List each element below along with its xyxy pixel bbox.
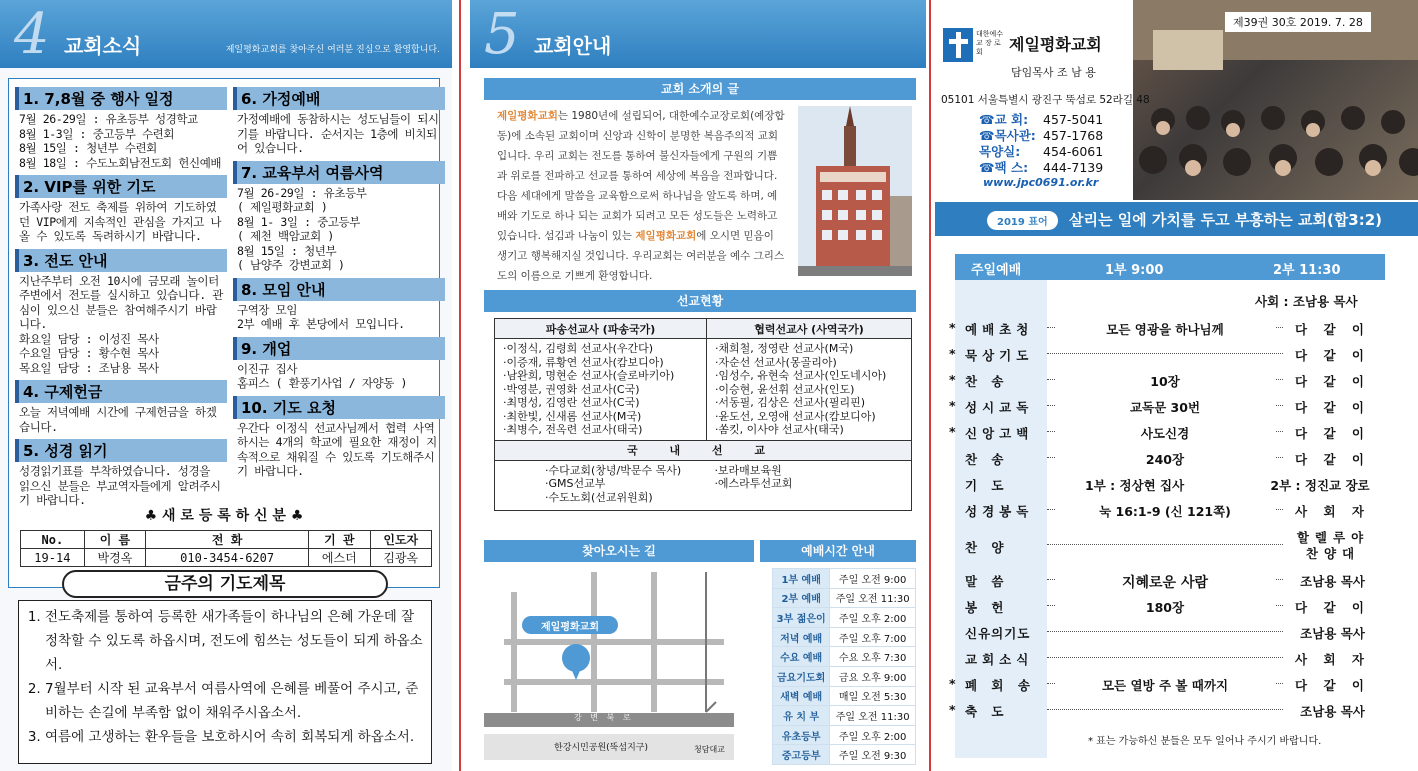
page-title: 교회안내 <box>534 34 612 58</box>
table-row <box>773 666 916 686</box>
service-name: 중고등부 <box>773 745 830 765</box>
order-item: 묵상기도 <box>965 348 1034 363</box>
stand-mark: * <box>949 320 956 335</box>
order-leader: 다 같 이 <box>1295 426 1370 441</box>
cross-logo-icon <box>943 28 973 62</box>
section-title: 6. 가정예배 <box>233 87 445 110</box>
order-item: 봉 헌 <box>965 600 1009 615</box>
order-row <box>949 420 1385 446</box>
domestic-list: ·보라매보육원 ·에스라투선교회 <box>706 460 911 510</box>
order-leader: 다 같 이 <box>1295 348 1370 363</box>
service-time: 주일 오전 11:30 <box>830 706 916 726</box>
service-name: 3부 젊은이 <box>773 608 830 628</box>
contact-row <box>979 128 1103 144</box>
order-leader: 다 같 이 <box>1295 678 1370 693</box>
order-item: 예배초청 <box>965 322 1034 337</box>
order-row <box>955 594 1385 620</box>
section-body: 가족사랑 전도 축제를 위하여 기도하였던 VIP에게 지속적인 관심을 가지고 나올 수 있도록 독려하시기 바랍니다. <box>19 200 222 243</box>
order-leader: 다 같 이 <box>1295 600 1370 615</box>
section-body: 이진규 집사 홈피스 ( 환풍기사업 / 자양동 ) <box>237 361 407 390</box>
worship-time-2: 2부 11:30 <box>1273 263 1341 278</box>
worship-time-1: 1부 9:00 <box>1105 263 1164 278</box>
order-leader: 조남용 목사 <box>1300 574 1365 589</box>
denomination-label: 대한예수교 장 로 회 <box>976 30 1004 56</box>
leader-dots <box>1047 544 1283 545</box>
stand-mark: * <box>949 424 956 439</box>
table-row <box>773 569 916 589</box>
issue-number: 제39권 30호 2019. 7. 28 <box>1225 12 1371 32</box>
stand-mark: * <box>949 372 956 387</box>
table-row <box>773 588 916 608</box>
table-header: 이 름 <box>84 531 145 549</box>
motto-banner <box>935 202 1418 236</box>
order-row <box>955 620 1385 646</box>
section-title: 7. 교육부서 여름사역 <box>233 161 445 184</box>
worship-header <box>955 254 1385 280</box>
service-time: 수요 오후 7:30 <box>830 647 916 667</box>
table-row <box>21 549 432 567</box>
page-subtitle: 제일평화교회를 찾아주신 여러분 진심으로 환영합니다. <box>225 45 440 55</box>
service-time: 매일 오전 5:30 <box>830 686 916 706</box>
section-title: 3. 전도 안내 <box>15 249 227 272</box>
table-row <box>773 706 916 726</box>
order-item: 교회소식 <box>965 652 1034 667</box>
section-body: 오늘 저녁예배 시간에 구제헌금을 하겠습니다. <box>19 405 217 434</box>
service-name: 새벽 예배 <box>773 686 830 706</box>
intro-text: 는 1980년에 설립되어, 대한예수교장로회(예장합동)에 소속된 교회이며 신앙과 신학이 분명한 복음주의적 교회입니다. 우리 교회는 전도를 통하여 불신자들에게 구원의 기쁨과 위로를 전파하고 선교를 통하여 세상에 복음을 전파합니다. 다음 세대에게 말씀을 교육함으로써 하나님을 알도록 하며, 예배와 기도로 하나 되는 교회가 되려고 모든 성도들은 노력하고 있습니다. 섬김과 나눔이 있는 <box>497 110 785 242</box>
service-time: 금요 오후 9:00 <box>830 666 916 686</box>
intro-text: 에 오시면 믿음이 생기고 행복해지실 것입니다. 우리교회는 여러분을 예수 그리스도의 이름으로 기쁘게 환영합니다. <box>497 230 785 282</box>
service-time: 주일 오전 9:00 <box>830 569 916 589</box>
service-time: 주일 오후 7:00 <box>830 627 916 647</box>
news-section <box>15 87 227 172</box>
mission-list: ·채희철, 정영란 선교사(M국) ·자순선 선교사(몽골리아) ·임성수, 유현숙 선교사(인도네시아) ·이승현, 윤선휘 선교사(인도) ·서동필, 김상은 선교사(필리핀) ·윤도선, 오영애 선교사(캄보디아) ·쏨킷, 이사야 선교사(태국) <box>706 339 911 441</box>
table-cell: 010-3454-6207 <box>146 549 309 567</box>
prayer-item: 2. 7월부터 시작 된 교육부서 여름사역에 은혜를 베풀어 주시고, 준비하는 손길에 부족함 없이 채워주시옵소서. <box>45 677 423 725</box>
news-right-column <box>233 87 445 484</box>
prayer-item: 1. 전도축제를 통하여 등록한 새가족들이 하나님의 은혜 가운데 잘 정착할 수 있도록 하옵시며, 전도에 힘쓰는 성도들이 되게 하옵소서. <box>45 605 423 677</box>
order-row <box>955 646 1385 672</box>
table-row <box>495 339 912 441</box>
order-detail: 1부 : 정상현 집사 <box>1085 476 1225 494</box>
order-detail: 모든 영광을 하나님께 <box>1055 320 1275 338</box>
prayer-box <box>18 600 432 764</box>
leader-dots <box>1047 709 1283 710</box>
intro-bar: 교회 소개의 글 <box>484 78 916 100</box>
map-park-label: 한강시민공원(뚝섬지구) <box>554 743 648 753</box>
service-name: 금요기도회 <box>773 666 830 686</box>
contact-row <box>979 160 1103 176</box>
mission-table <box>494 318 912 511</box>
contact-list <box>979 112 1103 176</box>
table-row <box>773 647 916 667</box>
order-row <box>955 472 1385 498</box>
section-title: 1. 7,8월 중 행사 일정 <box>15 87 227 110</box>
mission-header: 협력선교사 (사역국가) <box>706 319 911 339</box>
order-detail: 교독문 30번 <box>1055 398 1275 416</box>
section-title: 10. 기도 요청 <box>233 396 445 419</box>
news-section <box>233 278 445 334</box>
map-church-label: 제일평화교회 <box>541 622 599 633</box>
order-item: 찬 송 <box>965 374 1009 389</box>
order-detail: 사도신경 <box>1055 424 1275 442</box>
website-link[interactable]: www.jpc0691.or.kr <box>983 176 1099 189</box>
service-time-table <box>772 568 916 765</box>
map-bar: 찾아오시는 길 <box>484 540 754 562</box>
location-map <box>484 562 754 760</box>
contact-number: 457-1768 <box>1043 128 1104 143</box>
fold-line <box>459 0 461 771</box>
table-header: No. <box>21 531 85 549</box>
table-cell: 박경옥 <box>84 549 145 567</box>
stand-mark: * <box>949 702 956 717</box>
order-leader: 조남용 목사 <box>1300 626 1365 641</box>
page-title: 교회소식 <box>64 34 142 58</box>
order-row <box>949 316 1385 342</box>
news-left-column <box>15 87 227 513</box>
service-name: 유초등부 <box>773 725 830 745</box>
section-body: 7월 26-29일 : 유초등부 ( 제일평화교회 ) 8월 1- 3일 : 중고등부 ( 제천 백암교회 ) 8월 15일 : 청년부 ( 남양주 강변교회 ) <box>237 185 367 272</box>
news-section <box>15 439 227 510</box>
order-row <box>949 368 1385 394</box>
order-detail: 180장 <box>1055 598 1275 616</box>
order-leader: 다 같 이 <box>1295 322 1370 337</box>
new-members-title: ♣ 새 로 등 록 하 신 분 ♣ <box>144 508 304 524</box>
page-5-header <box>470 0 926 68</box>
church-logo <box>943 28 1133 64</box>
order-row <box>949 672 1385 698</box>
page-number: 5 <box>484 2 520 67</box>
table-cell: 19-14 <box>21 549 85 567</box>
order-item: 기 도 <box>965 478 1009 493</box>
order-row <box>955 446 1385 472</box>
order-item: 말 씀 <box>965 574 1009 589</box>
section-body: 7월 26-29일 : 유초등부 성경학교 8월 1-3일 : 중고등부 수련회 8월 15일 : 청년부 수련회 8월 18일 : 수도노회남전도회 헌신예배 <box>19 112 222 170</box>
order-row <box>949 342 1385 368</box>
contact-number: 457-5041 <box>1043 112 1104 127</box>
order-row <box>949 698 1385 724</box>
section-body: 구역장 모임 2부 예배 후 본당에서 모입니다. <box>237 302 405 331</box>
service-time: 주일 오후 2:00 <box>830 725 916 745</box>
service-name: 2부 예배 <box>773 588 830 608</box>
contact-label: ☎교 회: <box>979 112 1029 127</box>
order-row <box>949 394 1385 420</box>
news-section <box>15 175 227 246</box>
contact-number: 444-7139 <box>1043 160 1104 175</box>
contact-label: ☎목사관: <box>979 128 1036 143</box>
presider: 사회 : 조남용 목사 <box>1255 294 1358 309</box>
order-item: 신앙고백 <box>965 426 1034 441</box>
order-row <box>955 498 1385 524</box>
order-item: 성시교독 <box>965 400 1034 415</box>
section-title: 2. VIP를 위한 기도 <box>15 175 227 198</box>
church-building-photo <box>798 106 912 276</box>
service-time: 주일 오후 2:00 <box>830 608 916 628</box>
mission-header: 파송선교사 (파송국가) <box>495 319 707 339</box>
pastor-name: 담임목사 조 남 용 <box>1011 66 1096 79</box>
order-detail: 240장 <box>1055 450 1275 468</box>
church-name: 제일평화교회 <box>635 230 697 242</box>
service-time: 주일 오전 9:30 <box>830 745 916 765</box>
fold-line <box>929 0 931 771</box>
worship-title: 주일예배 <box>971 263 1022 278</box>
section-title: 4. 구제헌금 <box>15 380 227 403</box>
service-name: 수요 예배 <box>773 647 830 667</box>
service-time: 주일 오전 11:30 <box>830 588 916 608</box>
order-row <box>955 526 1385 564</box>
table-cell: 김광옥 <box>370 549 431 567</box>
news-section <box>233 87 445 158</box>
leader-dots <box>1047 657 1283 658</box>
page-number: 4 <box>14 2 50 67</box>
leader-dots <box>1047 353 1283 354</box>
section-title: 8. 모임 안내 <box>233 278 445 301</box>
section-body: 성경읽기표를 부착하였습니다. 성경을 읽으신 분들은 부교역자들에게 알려주시기 바랍니다. <box>19 464 221 507</box>
page-5-church-guide <box>470 0 926 771</box>
section-title: 5. 성경 읽기 <box>15 439 227 462</box>
order-leader: 다 같 이 <box>1295 374 1370 389</box>
table-header: 기 관 <box>309 531 370 549</box>
cover-page <box>935 0 1418 771</box>
order-item: 찬 송 <box>965 452 1009 467</box>
building-icon <box>798 106 912 276</box>
service-name: 1부 예배 <box>773 569 830 589</box>
contact-row <box>979 112 1103 128</box>
stand-mark: * <box>949 398 956 413</box>
table-header: 인도자 <box>370 531 431 549</box>
service-bar: 예배시간 안내 <box>760 540 916 562</box>
church-address: 05101 서울특별시 광진구 뚝섬로 52라길 48 <box>941 94 1150 106</box>
order-item: 폐 회 송 <box>965 678 1035 693</box>
news-section <box>233 161 445 275</box>
church-name: 제일평화교회 <box>497 110 558 122</box>
table-row <box>773 608 916 628</box>
new-members-table <box>20 530 432 567</box>
table-row <box>773 745 916 765</box>
section-title: 9. 개업 <box>233 337 445 360</box>
news-section <box>233 337 445 393</box>
map-road-label: 강 변 북 로 <box>574 713 634 722</box>
order-leader: 다 같 이 <box>1295 452 1370 467</box>
order-leader: 다 같 이 <box>1295 400 1370 415</box>
order-item: 찬 양 <box>965 540 1009 555</box>
order-item: 축 도 <box>965 704 1009 719</box>
section-body: 우간다 이정식 선교사님께서 협력 사역하시는 4개의 학교에 필요한 재정이 지속적으로 채워질 수 있도록 기도해주시기 바랍니다. <box>237 420 437 478</box>
table-cell: 에스더 <box>309 549 370 567</box>
service-name: 저녁 예배 <box>773 627 830 647</box>
mission-bar: 선교현황 <box>484 290 916 312</box>
contact-label: ☎팩 스: <box>979 160 1029 175</box>
worship-order <box>949 250 1385 768</box>
prayer-title: 금주의 기도제목 <box>62 570 388 598</box>
order-leader: 사 회 자 <box>1295 504 1370 519</box>
map-bridge-label: 청담대교 <box>694 745 725 754</box>
section-body: 지난주부터 오전 10시에 금모래 놀이터 주변에서 전도를 실시하고 있습니다. 관심이 있으신 분들은 참여해주시기 바랍니다. 화요일 담당 : 이성진 목사 수요일 담당 : 황수현 목사 목요일 담당 : 조남용 목사 <box>19 273 223 375</box>
contact-label: 목양실: <box>979 144 1021 159</box>
news-section <box>15 249 227 378</box>
order-detail: 모든 열방 주 볼 때까지 <box>1055 676 1275 694</box>
contact-number: 454-6061 <box>1043 144 1104 159</box>
order-leader: 할렐루야 찬양대 <box>1296 530 1370 561</box>
mission-list: ·이정식, 김령희 선교사(우간다) ·이증재, 류황연 선교사(캄보디아) ·남완희, 명현순 선교사(슬로바키아) ·박영분, 권영화 선교사(C국) ·최명성, 김영란 선교사(C국) ·최한빛, 신새롬 선교사(M국) ·최병수, 전옥련 선교사(태국) <box>495 339 707 441</box>
stand-mark: * <box>949 346 956 361</box>
order-item: 신유의기도 <box>965 626 1031 641</box>
contact-row <box>979 144 1103 160</box>
table-row <box>773 627 916 647</box>
page-4-church-news <box>0 0 452 771</box>
section-body: 가정예배에 동참하시는 성도님들이 되시기를 바랍니다. 순서지는 1층에 비치되어 있습니다. <box>237 112 439 155</box>
motto-label: 2019 표어 <box>987 211 1058 230</box>
order-detail: 눅 16:1-9 (신 121쪽) <box>1055 502 1275 520</box>
stand-mark: * <box>949 676 956 691</box>
news-section <box>15 380 227 436</box>
table-row <box>773 686 916 706</box>
church-name: 제일평화교회 <box>1009 35 1102 54</box>
map-icon <box>484 562 754 760</box>
domestic-header: 국 내 선 교 <box>495 440 912 460</box>
table-row <box>773 725 916 745</box>
leader-dots <box>1047 631 1283 632</box>
news-section <box>233 396 445 481</box>
order-leader: 2부 : 정진교 장로 <box>1270 478 1370 493</box>
domestic-list: ·수다교회(창녕/박문수 목사) ·GMS선교부 ·수도노회(선교위원회) <box>495 460 707 510</box>
table-header: 전 화 <box>146 531 309 549</box>
sermon-title: 지혜로운 사람 <box>1055 572 1275 592</box>
order-leader: 사 회 자 <box>1295 652 1370 667</box>
order-item: 성경봉독 <box>965 504 1034 519</box>
prayer-item: 3. 여름에 고생하는 환우들을 보호하시어 속히 회복되게 하옵소서. <box>45 725 423 749</box>
order-detail: 10장 <box>1055 372 1275 390</box>
service-name: 유 치 부 <box>773 706 830 726</box>
page-4-header <box>0 0 452 68</box>
standing-note: * 표는 가능하신 분들은 모두 일어나 주시기 바랍니다. <box>1088 736 1322 747</box>
church-intro <box>497 106 785 286</box>
motto-text: 살리는 일에 가치를 두고 부흥하는 교회(합3:2) <box>1069 211 1383 229</box>
order-leader: 조남용 목사 <box>1300 704 1365 719</box>
order-row <box>955 568 1385 594</box>
table-row <box>495 460 912 510</box>
